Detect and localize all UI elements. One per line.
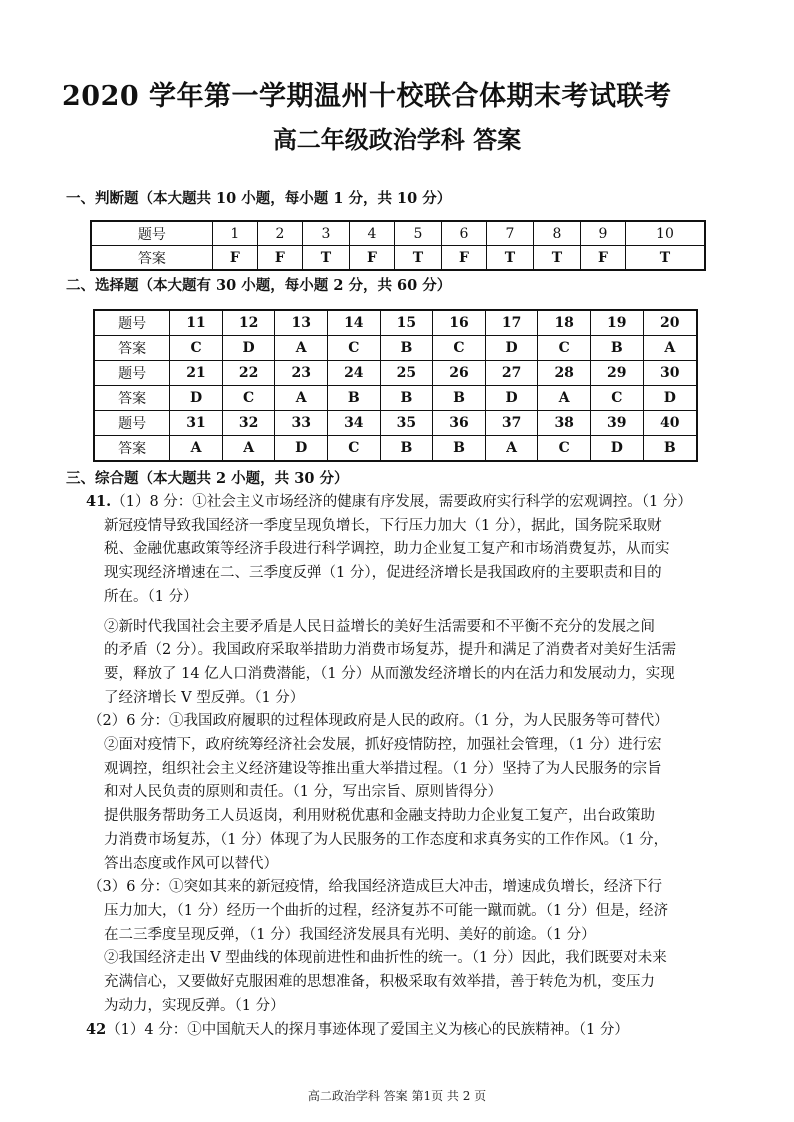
question-number: 30 <box>643 361 697 386</box>
answer-line: 新冠疫情导致我国经济一季度呈现负增长，下行压力加大（1 分），据此，国务院采取财 <box>104 517 662 534</box>
table-row <box>94 436 697 462</box>
answer-line: ②新时代我国社会主要矛盾是人民日益增长的美好生活需要和不平衡不充分的发展之间 <box>104 618 655 635</box>
answer-line: 充满信心，又要做好克服困难的思想准备，积极采取有效举措，善于转危为机，变压力 <box>104 974 655 991</box>
answer-line: 了经济增长 V 型反弹。（1 分） <box>104 689 305 706</box>
question-number: 36 <box>433 411 486 436</box>
answer-cell: C <box>538 336 591 361</box>
question-number: 17 <box>485 310 538 336</box>
answer-line: 要，释放了 14 亿人口消费潜能，（1 分）从而激发经济增长的内在活力和发展动力，实现 <box>104 665 675 682</box>
question-number: 28 <box>538 361 591 386</box>
answer-line: 在二三季度呈现反弹，（1 分）我国经济发展具有光明、美好的前途。（1 分） <box>104 926 596 943</box>
question-number: 7 <box>486 221 533 246</box>
answer-line: 和对人民负责的原则和责任。（1 分，写出宗旨、原则皆得分） <box>104 784 503 801</box>
answer-cell: A <box>643 336 697 361</box>
answer-cell: T <box>486 246 533 271</box>
question-number: 32 <box>222 411 275 436</box>
question-number: 33 <box>275 411 328 436</box>
question-number: 13 <box>275 310 328 336</box>
answer-line: （3）6 分：①突如其来的新冠疫情，给我国经济造成巨大冲击，增速成负增长，经济下行 <box>88 879 663 896</box>
question-number: 2 <box>257 221 302 246</box>
answer-line: （2）6 分：①我国政府履职的过程体现政府是人民的政府。（1 分，为人民服务等可替代） <box>88 713 669 730</box>
answer-cell: B <box>328 386 381 411</box>
answer-cell: T <box>533 246 580 271</box>
answer-cell: D <box>590 436 643 462</box>
question-number: 39 <box>590 411 643 436</box>
answer-cell: B <box>433 386 486 411</box>
question-number: 16 <box>433 310 486 336</box>
answer-line: 提供服务帮助务工人员返岗，利用财税优惠和金融支持助力企业复工复产，出台政策助 <box>104 808 655 825</box>
question-number: 9 <box>580 221 625 246</box>
table-row <box>94 336 697 361</box>
question-number: 24 <box>328 361 381 386</box>
answer-cell: C <box>328 436 381 462</box>
comprehensive-answers <box>88 490 748 1043</box>
answer-cell: A <box>222 436 275 462</box>
question-number: 12 <box>222 310 275 336</box>
answer-line: 税、金融优惠政策等经济手段进行科学调控，助力企业复工复产和市场消费复苏，从而实 <box>104 541 670 558</box>
judgment-answer-table <box>90 220 706 271</box>
question-number: 4 <box>349 221 394 246</box>
question-number: 23 <box>275 361 328 386</box>
answer-cell: B <box>590 336 643 361</box>
section-1-heading: 一、判断题（本大题共 10 小题，每小题 1 分，共 10 分） <box>66 190 452 207</box>
question-number: 14 <box>328 310 381 336</box>
question-number: 37 <box>485 411 538 436</box>
answer-cell: B <box>380 386 433 411</box>
row-label: 答案 <box>91 246 212 271</box>
question-number: 6 <box>441 221 486 246</box>
table-row <box>94 361 697 386</box>
answer-cell: T <box>625 246 705 271</box>
answer-line: 41.（1）8 分：①社会主义市场经济的健康有序发展，需要政府实行科学的宏观调控。（1 分） <box>86 493 692 510</box>
question-number: 21 <box>170 361 223 386</box>
table-row <box>94 386 697 411</box>
row-label: 答案 <box>94 336 170 361</box>
answer-line: 观调控，组织社会主义经济建设等推出重大举措过程。（1 分）坚持了为人民服务的宗旨 <box>104 760 662 777</box>
question-number: 15 <box>380 310 433 336</box>
answer-cell: A <box>275 386 328 411</box>
question-number: 22 <box>222 361 275 386</box>
question-number: 3 <box>302 221 349 246</box>
question-number: 18 <box>538 310 591 336</box>
answer-cell: C <box>222 386 275 411</box>
answer-cell: A <box>485 436 538 462</box>
question-number: 10 <box>625 221 705 246</box>
answer-cell: B <box>380 336 433 361</box>
page-subtitle: 高二年级政治学科 答案 <box>272 125 522 154</box>
answer-cell: C <box>328 336 381 361</box>
question-number: 5 <box>394 221 441 246</box>
answer-line: 所在。（1 分） <box>104 588 198 605</box>
answer-cell: D <box>170 386 223 411</box>
table-row <box>94 411 697 436</box>
answer-cell: F <box>441 246 486 271</box>
table-row <box>94 310 697 336</box>
answer-cell: C <box>170 336 223 361</box>
answer-cell: C <box>433 336 486 361</box>
answer-cell: B <box>643 436 697 462</box>
row-label: 题号 <box>94 310 170 336</box>
row-label: 题号 <box>91 221 212 246</box>
answer-line: 压力加大，（1 分）经历一个曲折的过程，经济复苏不可能一蹴而就。（1 分）但是，经济 <box>104 902 669 919</box>
answer-line: 的矛盾（2 分）。我国政府采取举措助力消费市场复苏，提升和满足了消费者对美好生活需 <box>104 642 677 659</box>
answer-cell: T <box>394 246 441 271</box>
answer-line: 力消费市场复苏，（1 分）体现了为人民服务的工作态度和求真务实的工作作风。（1 分， <box>104 831 669 848</box>
question-number: 26 <box>433 361 486 386</box>
answer-cell: D <box>222 336 275 361</box>
answer-cell: A <box>275 336 328 361</box>
answer-cell: B <box>433 436 486 462</box>
answer-cell: F <box>580 246 625 271</box>
answer-cell: T <box>302 246 349 271</box>
section-2-heading: 二、选择题（本大题有 30 小题，每小题 2 分，共 60 分） <box>66 277 452 294</box>
answer-cell: F <box>212 246 257 271</box>
answer-cell: A <box>170 436 223 462</box>
question-number: 27 <box>485 361 538 386</box>
row-label: 题号 <box>94 411 170 436</box>
answer-cell: D <box>485 386 538 411</box>
answer-cell: A <box>538 386 591 411</box>
answer-line: ②面对疫情下，政府统筹经济社会发展，抓好疫情防控，加强社会管理，（1 分）进行宏 <box>104 737 662 754</box>
answer-line: 42（1）4 分：①中国航天人的探月事迹体现了爱国主义为核心的民族精神。（1 分） <box>86 1021 629 1039</box>
choice-answer-table <box>93 309 698 462</box>
question-number: 31 <box>170 411 223 436</box>
question-number: 11 <box>170 310 223 336</box>
page-title: 2020 学年第一学期温州十校联合体期末考试联考 <box>62 81 672 112</box>
question-number: 8 <box>533 221 580 246</box>
answer-cell: D <box>485 336 538 361</box>
answer-line: ②我国经济走出 V 型曲线的体现前进性和曲折性的统一。（1 分）因此，我们既要对未来 <box>104 950 667 967</box>
question-number: 29 <box>590 361 643 386</box>
page-footer: 高二政治学科 答案 第1页 共 2 页 <box>307 1089 487 1103</box>
section-3-heading: 三、综合题（本大题共 2 小题，共 30 分） <box>66 470 349 487</box>
answer-cell: D <box>643 386 697 411</box>
answer-line: 为动力，实现反弹。（1 分） <box>104 997 285 1014</box>
answer-line: 现实现经济增速在二、三季度反弹（1 分），促进经济增长是我国政府的主要职责和目的 <box>104 565 662 582</box>
row-label: 答案 <box>94 386 170 411</box>
question-number: 1 <box>212 221 257 246</box>
question-number: 38 <box>538 411 591 436</box>
answer-cell: B <box>380 436 433 462</box>
question-number: 34 <box>328 411 381 436</box>
answer-cell: F <box>349 246 394 271</box>
row-label: 答案 <box>94 436 170 462</box>
question-number: 35 <box>380 411 433 436</box>
question-number: 25 <box>380 361 433 386</box>
question-number: 20 <box>643 310 697 336</box>
answer-line: 答出态度或作风可以替代） <box>104 855 278 872</box>
answer-cell: C <box>538 436 591 462</box>
question-number: 19 <box>590 310 643 336</box>
answer-cell: F <box>257 246 302 271</box>
table-row <box>91 246 705 271</box>
table-row <box>91 221 705 246</box>
row-label: 题号 <box>94 361 170 386</box>
answer-cell: C <box>590 386 643 411</box>
answer-cell: D <box>275 436 328 462</box>
question-number: 40 <box>643 411 697 436</box>
